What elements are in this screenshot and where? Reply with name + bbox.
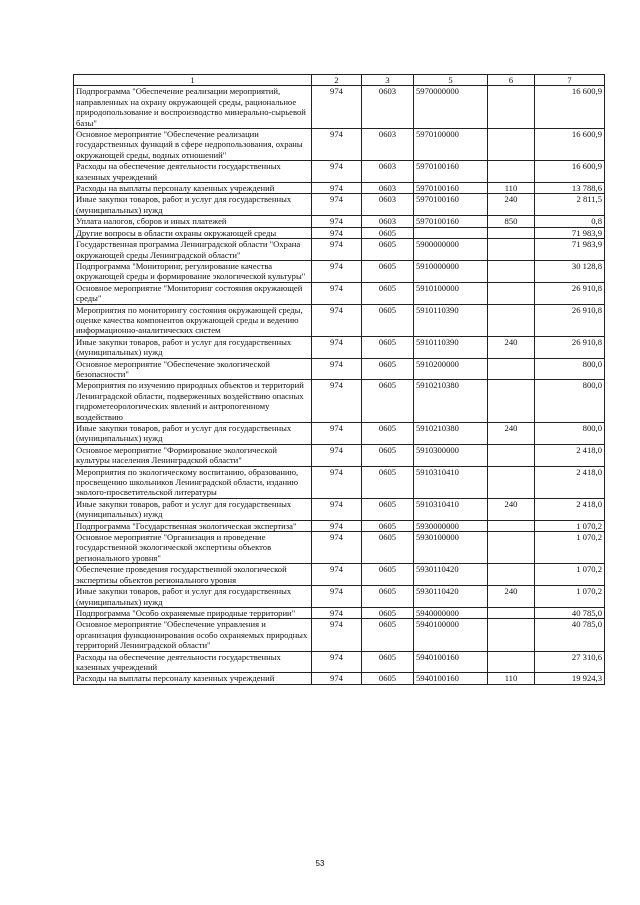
page-number: 53	[315, 859, 325, 868]
cell-department-code: 974	[312, 619, 362, 651]
cell-expense-type: 110	[488, 673, 535, 684]
table-row	[74, 380, 605, 423]
table-row	[74, 498, 605, 520]
cell-amount: 16 600,9	[535, 129, 605, 161]
cell-amount: 2 811,5	[535, 194, 605, 216]
table-row	[74, 564, 605, 586]
cell-target-article: 5910200000	[414, 358, 488, 380]
cell-name: Иные закупки товаров, работ и услуг для государственных (муниципальных) нужд	[74, 498, 312, 520]
table-row	[74, 336, 605, 358]
cell-name: Обеспечение проведения государственной экологической экспертизы объектов регионального уровня	[74, 564, 312, 586]
table-row	[74, 619, 605, 651]
cell-expense-type: 240	[488, 586, 535, 608]
cell-expense-type	[488, 607, 535, 618]
cell-department-code: 974	[312, 423, 362, 445]
cell-amount: 800,0	[535, 380, 605, 423]
cell-target-article: 5940000000	[414, 607, 488, 618]
cell-department-code: 974	[312, 161, 362, 183]
budget-table	[73, 74, 605, 685]
cell-amount: 1 070,2	[535, 564, 605, 586]
cell-expense-type	[488, 619, 535, 651]
cell-amount: 800,0	[535, 358, 605, 380]
table-row	[74, 194, 605, 216]
table-row	[74, 129, 605, 161]
cell-section-code: 0605	[362, 260, 414, 282]
cell-name: Другие вопросы в области охраны окружающей среды	[74, 227, 312, 238]
cell-expense-type	[488, 282, 535, 304]
cell-name: Расходы на обеспечение деятельности государственных казенных учреждений	[74, 161, 312, 183]
table-row	[74, 444, 605, 466]
cell-target-article: 5910300000	[414, 444, 488, 466]
cell-expense-type	[488, 444, 535, 466]
cell-target-article: 5900000000	[414, 239, 488, 261]
cell-target-article: 5910110390	[414, 336, 488, 358]
cell-section-code: 0605	[362, 282, 414, 304]
cell-target-article: 5910310410	[414, 466, 488, 498]
cell-amount: 71 983,9	[535, 227, 605, 238]
cell-expense-type	[488, 239, 535, 261]
cell-department-code: 974	[312, 651, 362, 673]
cell-section-code: 0605	[362, 304, 414, 336]
cell-department-code: 974	[312, 260, 362, 282]
cell-amount: 1 070,2	[535, 532, 605, 564]
cell-section-code: 0605	[362, 607, 414, 618]
cell-name: Подпрограмма "Обеспечение реализации мероприятий, направленных на охрану окружающей среды, рациональное природопользование и воспроизводство минерально-сырьевой базы"	[74, 86, 312, 129]
cell-expense-type: 240	[488, 423, 535, 445]
cell-expense-type	[488, 161, 535, 183]
table-row	[74, 216, 605, 227]
header-col-6: 6	[488, 75, 535, 86]
cell-amount: 26 910,8	[535, 282, 605, 304]
cell-amount: 16 600,9	[535, 161, 605, 183]
cell-name: Основное мероприятие "Обеспечение управления и организация функционирования особо охраняемых природных территорий Ленинградской области"	[74, 619, 312, 651]
header-col-2: 2	[312, 75, 362, 86]
cell-name: Расходы на выплаты персоналу казенных учреждений	[74, 183, 312, 194]
cell-department-code: 974	[312, 673, 362, 684]
table-row	[74, 532, 605, 564]
cell-amount: 2 418,0	[535, 444, 605, 466]
cell-amount: 13 788,6	[535, 183, 605, 194]
cell-expense-type	[488, 358, 535, 380]
table-header-row	[74, 75, 605, 86]
cell-expense-type: 110	[488, 183, 535, 194]
cell-target-article: 5940100160	[414, 651, 488, 673]
cell-expense-type	[488, 380, 535, 423]
cell-name: Основное мероприятие "Формирование экологической культуры населения Ленинградской области"	[74, 444, 312, 466]
cell-section-code: 0605	[362, 586, 414, 608]
cell-name: Уплата налогов, сборов и иных платежей	[74, 216, 312, 227]
header-col-5: 5	[414, 75, 488, 86]
cell-amount: 0,8	[535, 216, 605, 227]
cell-amount: 27 310,6	[535, 651, 605, 673]
cell-target-article: 5910110390	[414, 304, 488, 336]
cell-department-code: 974	[312, 498, 362, 520]
cell-expense-type: 850	[488, 216, 535, 227]
cell-name: Расходы на обеспечение деятельности государственных казенных учреждений	[74, 651, 312, 673]
cell-department-code: 974	[312, 336, 362, 358]
cell-name: Иные закупки товаров, работ и услуг для государственных (муниципальных) нужд	[74, 194, 312, 216]
cell-department-code: 974	[312, 444, 362, 466]
table-row	[74, 607, 605, 618]
cell-department-code: 974	[312, 129, 362, 161]
cell-target-article: 5970100160	[414, 161, 488, 183]
cell-department-code: 974	[312, 607, 362, 618]
cell-section-code: 0605	[362, 564, 414, 586]
cell-section-code: 0605	[362, 358, 414, 380]
cell-section-code: 0603	[362, 216, 414, 227]
cell-section-code: 0605	[362, 498, 414, 520]
cell-name: Основное мероприятие "Обеспечение реализации государственных функций в сфере недропользования, охраны окружающей среды, водных отношений"	[74, 129, 312, 161]
cell-target-article: 5930110420	[414, 564, 488, 586]
header-col-7: 7	[535, 75, 605, 86]
table-row	[74, 423, 605, 445]
header-col-1: 1	[74, 75, 312, 86]
header-col-3: 3	[362, 75, 414, 86]
table-row	[74, 304, 605, 336]
cell-section-code: 0605	[362, 336, 414, 358]
table-row	[74, 673, 605, 684]
cell-expense-type	[488, 260, 535, 282]
cell-target-article: 5970000000	[414, 86, 488, 129]
cell-expense-type	[488, 86, 535, 129]
cell-target-article: 5940100000	[414, 619, 488, 651]
cell-section-code: 0605	[362, 423, 414, 445]
cell-department-code: 974	[312, 239, 362, 261]
cell-department-code: 974	[312, 466, 362, 498]
cell-target-article: 5930110420	[414, 586, 488, 608]
cell-target-article: 5910310410	[414, 498, 488, 520]
cell-expense-type	[488, 227, 535, 238]
cell-section-code: 0603	[362, 194, 414, 216]
cell-name: Расходы на выплаты персоналу казенных учреждений	[74, 673, 312, 684]
cell-department-code: 974	[312, 183, 362, 194]
cell-name: Иные закупки товаров, работ и услуг для государственных (муниципальных) нужд	[74, 336, 312, 358]
cell-name: Мероприятия по мониторингу состояния окружающей среды, оценке качества компонентов окружающей среды и ведению информационно-аналитических систем	[74, 304, 312, 336]
cell-section-code: 0603	[362, 183, 414, 194]
cell-section-code: 0605	[362, 532, 414, 564]
cell-section-code: 0605	[362, 380, 414, 423]
cell-target-article: 5940100160	[414, 673, 488, 684]
table-row	[74, 239, 605, 261]
cell-department-code: 974	[312, 520, 362, 531]
cell-section-code: 0605	[362, 444, 414, 466]
cell-section-code: 0605	[362, 466, 414, 498]
cell-expense-type	[488, 651, 535, 673]
cell-department-code: 974	[312, 304, 362, 336]
cell-department-code: 974	[312, 532, 362, 564]
cell-amount: 26 910,8	[535, 336, 605, 358]
cell-target-article: 5910100000	[414, 282, 488, 304]
table-body	[74, 86, 605, 684]
cell-expense-type	[488, 520, 535, 531]
cell-name: Основное мероприятие "Обеспечение экологической безопасности"	[74, 358, 312, 380]
table-row	[74, 651, 605, 673]
cell-target-article: 5930100000	[414, 532, 488, 564]
table-row	[74, 161, 605, 183]
cell-department-code: 974	[312, 227, 362, 238]
table-row	[74, 86, 605, 129]
cell-expense-type: 240	[488, 194, 535, 216]
table-row	[74, 227, 605, 238]
table-row	[74, 466, 605, 498]
cell-section-code: 0605	[362, 239, 414, 261]
cell-amount: 800,0	[535, 423, 605, 445]
cell-section-code: 0603	[362, 161, 414, 183]
cell-target-article: 5910210380	[414, 423, 488, 445]
cell-target-article: 5970100160	[414, 216, 488, 227]
cell-amount: 1 070,2	[535, 586, 605, 608]
cell-expense-type	[488, 564, 535, 586]
cell-expense-type: 240	[488, 336, 535, 358]
cell-target-article: 5910210380	[414, 380, 488, 423]
cell-expense-type	[488, 466, 535, 498]
cell-department-code: 974	[312, 586, 362, 608]
cell-amount: 40 785,0	[535, 607, 605, 618]
cell-name: Мероприятия по изучению природных объектов и территорий Ленинградской области, подверженных воздействию опасных гидрометеорологических явлений и антропогенному воздействию	[74, 380, 312, 423]
table-row	[74, 520, 605, 531]
cell-amount: 19 924,3	[535, 673, 605, 684]
cell-amount: 16 600,9	[535, 86, 605, 129]
cell-target-article: 5970100160	[414, 183, 488, 194]
cell-name: Основное мероприятие "Организация и проведение государственной экологической экспертизы объектов регионального уровня"	[74, 532, 312, 564]
cell-amount: 30 128,8	[535, 260, 605, 282]
cell-department-code: 974	[312, 282, 362, 304]
cell-name: Основное мероприятие "Мониторинг состояния окружающей среды"	[74, 282, 312, 304]
table-row	[74, 260, 605, 282]
cell-section-code: 0605	[362, 619, 414, 651]
cell-section-code: 0605	[362, 673, 414, 684]
cell-target-article: 5970100000	[414, 129, 488, 161]
cell-expense-type: 240	[488, 498, 535, 520]
cell-department-code: 974	[312, 358, 362, 380]
cell-name: Мероприятия по экологическому воспитанию, образованию, просвещению школьников Ленинградской области, изданию эколого-просветительской литературы	[74, 466, 312, 498]
cell-department-code: 974	[312, 216, 362, 227]
cell-name: Подпрограмма "Особо охраняемые природные территории"	[74, 607, 312, 618]
cell-amount: 2 418,0	[535, 466, 605, 498]
cell-amount: 1 070,2	[535, 520, 605, 531]
cell-target-article: 5970100160	[414, 194, 488, 216]
cell-target-article: 5930000000	[414, 520, 488, 531]
cell-section-code: 0603	[362, 129, 414, 161]
cell-section-code: 0605	[362, 520, 414, 531]
table-row	[74, 586, 605, 608]
cell-amount: 71 983,9	[535, 239, 605, 261]
cell-department-code: 974	[312, 564, 362, 586]
cell-section-code: 0603	[362, 86, 414, 129]
cell-expense-type	[488, 304, 535, 336]
cell-expense-type	[488, 129, 535, 161]
cell-target-article	[414, 227, 488, 238]
table-row	[74, 183, 605, 194]
cell-section-code: 0605	[362, 651, 414, 673]
cell-department-code: 974	[312, 194, 362, 216]
cell-name: Иные закупки товаров, работ и услуг для государственных (муниципальных) нужд	[74, 423, 312, 445]
cell-department-code: 974	[312, 380, 362, 423]
table-row	[74, 282, 605, 304]
cell-department-code: 974	[312, 86, 362, 129]
cell-name: Подпрограмма "Государственная экологическая экспертиза"	[74, 520, 312, 531]
cell-name: Подпрограмма "Мониторинг, регулирование качества окружающей среды и формирование экологической культуры"	[74, 260, 312, 282]
cell-expense-type	[488, 532, 535, 564]
table-row	[74, 358, 605, 380]
cell-name: Государственная программа Ленинградской области "Охрана окружающей среды Ленинградской области"	[74, 239, 312, 261]
cell-name: Иные закупки товаров, работ и услуг для государственных (муниципальных) нужд	[74, 586, 312, 608]
cell-section-code: 0605	[362, 227, 414, 238]
cell-target-article: 5910000000	[414, 260, 488, 282]
cell-amount: 2 418,0	[535, 498, 605, 520]
cell-amount: 26 910,8	[535, 304, 605, 336]
cell-amount: 40 785,0	[535, 619, 605, 651]
